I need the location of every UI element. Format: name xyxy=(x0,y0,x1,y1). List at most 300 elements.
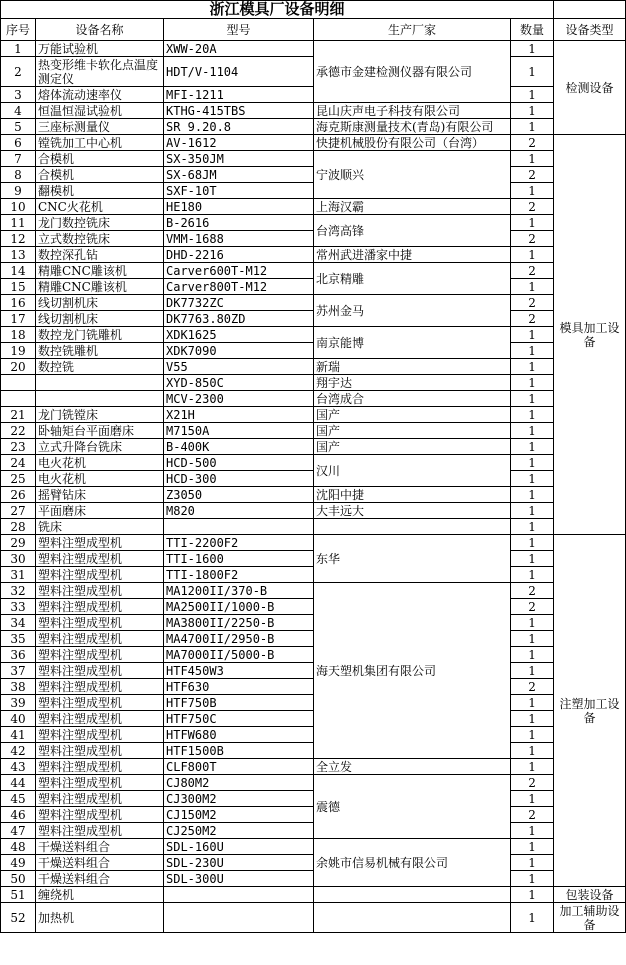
cell-qty: 1 xyxy=(511,103,554,119)
table-row xyxy=(1,247,626,263)
cell-type: 注塑加工设备 xyxy=(554,535,626,887)
table-row xyxy=(1,471,626,487)
cell-maker: 国产 xyxy=(314,439,511,455)
table-row xyxy=(1,41,626,57)
table-row xyxy=(1,647,626,663)
cell-no: 15 xyxy=(1,279,36,295)
cell-name: 缠绕机 xyxy=(36,887,164,903)
cell-name: 立式升降台铣床 xyxy=(36,439,164,455)
cell-name: 塑料注塑成型机 xyxy=(36,695,164,711)
cell-model: Carver600T-M12 xyxy=(164,263,314,279)
cell-name: 合模机 xyxy=(36,151,164,167)
cell-qty: 1 xyxy=(511,743,554,759)
cell-qty: 1 xyxy=(511,487,554,503)
page-title: 浙江模具厂设备明细 xyxy=(1,1,554,19)
cell-qty: 1 xyxy=(511,871,554,887)
cell-model: CJ80M2 xyxy=(164,775,314,791)
cell-qty: 1 xyxy=(511,647,554,663)
table-row xyxy=(1,903,626,933)
table-row xyxy=(1,727,626,743)
cell-name: 数控龙门铣雕机 xyxy=(36,327,164,343)
cell-name: 线切割机床 xyxy=(36,295,164,311)
cell-name: 镗铣加工中心机 xyxy=(36,135,164,151)
cell-model: B-400K xyxy=(164,439,314,455)
table-row xyxy=(1,135,626,151)
cell-model: MA7000II/5000-B xyxy=(164,647,314,663)
cell-qty: 2 xyxy=(511,599,554,615)
table-row xyxy=(1,263,626,279)
table-row xyxy=(1,503,626,519)
cell-model: HE180 xyxy=(164,199,314,215)
table-row xyxy=(1,663,626,679)
cell-no: 16 xyxy=(1,295,36,311)
table-row xyxy=(1,743,626,759)
cell-maker xyxy=(314,903,511,933)
cell-name: 塑料注塑成型机 xyxy=(36,807,164,823)
title-corner-cell xyxy=(554,1,626,19)
cell-model: DHD-2216 xyxy=(164,247,314,263)
table-row xyxy=(1,407,626,423)
cell-qty: 1 xyxy=(511,57,554,87)
header-row xyxy=(1,19,626,41)
cell-name: 电火花机 xyxy=(36,471,164,487)
col-header-model: 型号 xyxy=(164,19,314,41)
cell-no: 12 xyxy=(1,231,36,247)
cell-name: 立式数控铣床 xyxy=(36,231,164,247)
cell-qty: 1 xyxy=(511,41,554,57)
cell-name: 数控深孔钻 xyxy=(36,247,164,263)
cell-name: 合模机 xyxy=(36,167,164,183)
cell-no: 30 xyxy=(1,551,36,567)
cell-no: 42 xyxy=(1,743,36,759)
cell-qty: 1 xyxy=(511,215,554,231)
cell-model: HCD-500 xyxy=(164,455,314,471)
cell-model: XDK7090 xyxy=(164,343,314,359)
cell-maker: 汉川 xyxy=(314,455,511,487)
cell-model: MFI-1211 xyxy=(164,87,314,103)
cell-name: 恒温恒湿试验机 xyxy=(36,103,164,119)
cell-model: TTI-1600 xyxy=(164,551,314,567)
cell-qty: 1 xyxy=(511,503,554,519)
cell-name: 平面磨床 xyxy=(36,503,164,519)
cell-no: 38 xyxy=(1,679,36,695)
cell-name: 龙门数控铣床 xyxy=(36,215,164,231)
cell-model: MA3800II/2250-B xyxy=(164,615,314,631)
cell-qty: 2 xyxy=(511,199,554,215)
cell-name: 塑料注塑成型机 xyxy=(36,615,164,631)
cell-model: TTI-2200F2 xyxy=(164,535,314,551)
cell-model: SDL-160U xyxy=(164,839,314,855)
cell-qty: 1 xyxy=(511,631,554,647)
cell-name xyxy=(36,375,164,391)
cell-maker xyxy=(314,519,511,535)
cell-maker: 承德市金建检测仪器有限公司 xyxy=(314,41,511,103)
table-row xyxy=(1,583,626,599)
cell-qty: 1 xyxy=(511,183,554,199)
cell-qty: 1 xyxy=(511,519,554,535)
cell-name: 塑料注塑成型机 xyxy=(36,791,164,807)
table-row xyxy=(1,695,626,711)
cell-model: HTF750B xyxy=(164,695,314,711)
table-row xyxy=(1,807,626,823)
cell-name: 干燥送料组合 xyxy=(36,855,164,871)
cell-model: SX-350JM xyxy=(164,151,314,167)
cell-name: 塑料注塑成型机 xyxy=(36,775,164,791)
cell-model: SXF-10T xyxy=(164,183,314,199)
cell-no: 45 xyxy=(1,791,36,807)
cell-qty: 2 xyxy=(511,295,554,311)
cell-maker: 国产 xyxy=(314,407,511,423)
cell-no: 34 xyxy=(1,615,36,631)
cell-model xyxy=(164,519,314,535)
cell-name: 摇臂钻床 xyxy=(36,487,164,503)
cell-maker: 震德 xyxy=(314,775,511,839)
cell-name: 塑料注塑成型机 xyxy=(36,727,164,743)
table-row xyxy=(1,791,626,807)
cell-qty: 1 xyxy=(511,391,554,407)
cell-type: 模具加工设备 xyxy=(554,135,626,535)
cell-no: 50 xyxy=(1,871,36,887)
cell-model: CJ150M2 xyxy=(164,807,314,823)
cell-qty: 1 xyxy=(511,471,554,487)
cell-model: XWW-20A xyxy=(164,41,314,57)
cell-name: 加热机 xyxy=(36,903,164,933)
cell-model: M7150A xyxy=(164,423,314,439)
cell-qty: 1 xyxy=(511,663,554,679)
cell-model: CJ250M2 xyxy=(164,823,314,839)
cell-qty: 1 xyxy=(511,551,554,567)
cell-model: SX-68JM xyxy=(164,167,314,183)
table-row xyxy=(1,599,626,615)
cell-no: 28 xyxy=(1,519,36,535)
cell-no: 29 xyxy=(1,535,36,551)
table-row xyxy=(1,343,626,359)
cell-no: 2 xyxy=(1,57,36,87)
table-row xyxy=(1,615,626,631)
cell-qty: 1 xyxy=(511,375,554,391)
cell-maker: 海天塑机集团有限公司 xyxy=(314,583,511,759)
cell-no: 8 xyxy=(1,167,36,183)
table-row xyxy=(1,759,626,775)
table-row xyxy=(1,311,626,327)
cell-name: 塑料注塑成型机 xyxy=(36,823,164,839)
cell-type: 包装设备 xyxy=(554,887,626,903)
cell-qty: 1 xyxy=(511,119,554,135)
cell-name: 塑料注塑成型机 xyxy=(36,535,164,551)
cell-name: 铣床 xyxy=(36,519,164,535)
cell-name: 塑料注塑成型机 xyxy=(36,679,164,695)
cell-no: 35 xyxy=(1,631,36,647)
table-row xyxy=(1,551,626,567)
table-row xyxy=(1,519,626,535)
cell-name: 干燥送料组合 xyxy=(36,839,164,855)
cell-name: 塑料注塑成型机 xyxy=(36,567,164,583)
cell-no: 22 xyxy=(1,423,36,439)
cell-model: KTHG-415TBS xyxy=(164,103,314,119)
table-row xyxy=(1,279,626,295)
cell-no: 20 xyxy=(1,359,36,375)
cell-model: CLF800T xyxy=(164,759,314,775)
cell-name: 塑料注塑成型机 xyxy=(36,759,164,775)
table-row xyxy=(1,775,626,791)
cell-model: HCD-300 xyxy=(164,471,314,487)
table-row xyxy=(1,455,626,471)
col-header-type: 设备类型 xyxy=(554,19,626,41)
cell-model: HTF1500B xyxy=(164,743,314,759)
cell-no: 25 xyxy=(1,471,36,487)
cell-maker: 国产 xyxy=(314,423,511,439)
cell-model: MA4700II/2950-B xyxy=(164,631,314,647)
cell-qty: 2 xyxy=(511,775,554,791)
cell-qty: 1 xyxy=(511,407,554,423)
cell-name: 干燥送料组合 xyxy=(36,871,164,887)
table-row xyxy=(1,183,626,199)
cell-no: 36 xyxy=(1,647,36,663)
table-row xyxy=(1,823,626,839)
cell-qty: 1 xyxy=(511,791,554,807)
cell-maker: 宁波顺兴 xyxy=(314,151,511,199)
cell-no: 47 xyxy=(1,823,36,839)
cell-no: 52 xyxy=(1,903,36,933)
cell-type: 加工辅助设备 xyxy=(554,903,626,933)
cell-no: 27 xyxy=(1,503,36,519)
cell-qty: 1 xyxy=(511,151,554,167)
cell-maker: 昆山庆声电子科技有限公司 xyxy=(314,103,511,119)
cell-qty: 2 xyxy=(511,807,554,823)
cell-maker: 翔宇达 xyxy=(314,375,511,391)
cell-name: 三座标测量仪 xyxy=(36,119,164,135)
cell-no: 6 xyxy=(1,135,36,151)
cell-no: 5 xyxy=(1,119,36,135)
cell-maker: 海克斯康测量技术(青岛)有限公司 xyxy=(314,119,511,135)
cell-maker: 余姚市信易机械有限公司 xyxy=(314,839,511,887)
cell-model: TTI-1800F2 xyxy=(164,567,314,583)
cell-name xyxy=(36,391,164,407)
cell-qty: 2 xyxy=(511,167,554,183)
cell-name: 精雕CNC雕该机 xyxy=(36,263,164,279)
table-row xyxy=(1,423,626,439)
cell-qty: 1 xyxy=(511,359,554,375)
cell-qty: 1 xyxy=(511,455,554,471)
cell-name: 精雕CNC雕该机 xyxy=(36,279,164,295)
cell-name: 塑料注塑成型机 xyxy=(36,743,164,759)
cell-qty: 2 xyxy=(511,311,554,327)
cell-qty: 1 xyxy=(511,327,554,343)
col-header-maker: 生产厂家 xyxy=(314,19,511,41)
cell-maker: 新瑞 xyxy=(314,359,511,375)
cell-model: AV-1612 xyxy=(164,135,314,151)
cell-no: 31 xyxy=(1,567,36,583)
cell-no: 44 xyxy=(1,775,36,791)
col-header-qty: 数量 xyxy=(511,19,554,41)
cell-model: HTF630 xyxy=(164,679,314,695)
cell-name: 数控铣雕机 xyxy=(36,343,164,359)
cell-qty: 1 xyxy=(511,535,554,551)
cell-model: HTF450W3 xyxy=(164,663,314,679)
cell-qty: 1 xyxy=(511,423,554,439)
cell-qty: 1 xyxy=(511,343,554,359)
table-row xyxy=(1,57,626,87)
cell-name: 塑料注塑成型机 xyxy=(36,647,164,663)
cell-model: SR 9.20.8 xyxy=(164,119,314,135)
table-row xyxy=(1,439,626,455)
cell-no: 33 xyxy=(1,599,36,615)
cell-no xyxy=(1,375,36,391)
cell-model: VMM-1688 xyxy=(164,231,314,247)
cell-no: 37 xyxy=(1,663,36,679)
cell-no: 43 xyxy=(1,759,36,775)
cell-name: 电火花机 xyxy=(36,455,164,471)
cell-name: CNC火花机 xyxy=(36,199,164,215)
cell-qty: 1 xyxy=(511,695,554,711)
cell-model: DK7763.80ZD xyxy=(164,311,314,327)
cell-maker: 快捷机械股份有限公司（台湾） xyxy=(314,135,511,151)
cell-name: 数控铣 xyxy=(36,359,164,375)
cell-maker: 上海汉霸 xyxy=(314,199,511,215)
cell-qty: 1 xyxy=(511,279,554,295)
cell-qty: 1 xyxy=(511,887,554,903)
cell-name: 万能试验机 xyxy=(36,41,164,57)
cell-no: 39 xyxy=(1,695,36,711)
cell-model: HDT/V-1104 xyxy=(164,57,314,87)
cell-model: XYD-850C xyxy=(164,375,314,391)
table-row xyxy=(1,391,626,407)
table-row xyxy=(1,855,626,871)
table-row xyxy=(1,295,626,311)
cell-name: 塑料注塑成型机 xyxy=(36,663,164,679)
cell-qty: 2 xyxy=(511,135,554,151)
cell-maker: 南京能博 xyxy=(314,327,511,359)
cell-no: 49 xyxy=(1,855,36,871)
cell-qty: 1 xyxy=(511,839,554,855)
cell-model: HTF750C xyxy=(164,711,314,727)
cell-no: 14 xyxy=(1,263,36,279)
cell-model: M820 xyxy=(164,503,314,519)
cell-qty: 2 xyxy=(511,231,554,247)
table-row xyxy=(1,87,626,103)
cell-no: 10 xyxy=(1,199,36,215)
table-row xyxy=(1,375,626,391)
cell-model: SDL-300U xyxy=(164,871,314,887)
cell-no: 7 xyxy=(1,151,36,167)
cell-qty: 1 xyxy=(511,247,554,263)
cell-model: SDL-230U xyxy=(164,855,314,871)
table-row xyxy=(1,359,626,375)
cell-model: CJ300M2 xyxy=(164,791,314,807)
cell-model: Carver800T-M12 xyxy=(164,279,314,295)
cell-no: 11 xyxy=(1,215,36,231)
table-row xyxy=(1,679,626,695)
cell-qty: 1 xyxy=(511,727,554,743)
cell-name: 热变形维卡软化点温度测定仪 xyxy=(36,57,164,87)
cell-name: 卧轴矩台平面磨床 xyxy=(36,423,164,439)
cell-maker: 沈阳中捷 xyxy=(314,487,511,503)
cell-qty: 1 xyxy=(511,615,554,631)
cell-maker xyxy=(314,887,511,903)
cell-no: 13 xyxy=(1,247,36,263)
table-row xyxy=(1,631,626,647)
cell-model: MCV-2300 xyxy=(164,391,314,407)
cell-model: DK7732ZC xyxy=(164,295,314,311)
cell-name: 塑料注塑成型机 xyxy=(36,711,164,727)
cell-maker: 台湾高锋 xyxy=(314,215,511,247)
cell-model: X21H xyxy=(164,407,314,423)
cell-no: 18 xyxy=(1,327,36,343)
table-row xyxy=(1,487,626,503)
cell-model: HTFW680 xyxy=(164,727,314,743)
col-header-name: 设备名称 xyxy=(36,19,164,41)
cell-maker: 苏州金马 xyxy=(314,295,511,327)
cell-no: 46 xyxy=(1,807,36,823)
cell-qty: 1 xyxy=(511,87,554,103)
table-row xyxy=(1,199,626,215)
cell-model: XDK1625 xyxy=(164,327,314,343)
cell-qty: 1 xyxy=(511,759,554,775)
table-row xyxy=(1,535,626,551)
table-row xyxy=(1,103,626,119)
cell-no: 23 xyxy=(1,439,36,455)
cell-name: 塑料注塑成型机 xyxy=(36,583,164,599)
cell-model: Z3050 xyxy=(164,487,314,503)
cell-qty: 1 xyxy=(511,855,554,871)
cell-no: 21 xyxy=(1,407,36,423)
cell-name: 翻模机 xyxy=(36,183,164,199)
cell-qty: 2 xyxy=(511,263,554,279)
cell-no: 9 xyxy=(1,183,36,199)
cell-name: 龙门铣镗床 xyxy=(36,407,164,423)
cell-model: MA1200II/370-B xyxy=(164,583,314,599)
cell-qty: 2 xyxy=(511,679,554,695)
cell-maker: 东华 xyxy=(314,535,511,583)
title-row xyxy=(1,1,626,19)
cell-name: 塑料注塑成型机 xyxy=(36,551,164,567)
cell-qty: 1 xyxy=(511,823,554,839)
cell-qty: 2 xyxy=(511,583,554,599)
cell-maker: 北京精雕 xyxy=(314,263,511,295)
col-header-no: 序号 xyxy=(1,19,36,41)
cell-model: B-2616 xyxy=(164,215,314,231)
cell-model: V55 xyxy=(164,359,314,375)
cell-no: 40 xyxy=(1,711,36,727)
cell-name: 塑料注塑成型机 xyxy=(36,599,164,615)
table-row xyxy=(1,567,626,583)
table-row xyxy=(1,839,626,855)
cell-no: 51 xyxy=(1,887,36,903)
cell-name: 线切割机床 xyxy=(36,311,164,327)
table-row xyxy=(1,119,626,135)
cell-maker: 常州武进潘家中捷 xyxy=(314,247,511,263)
table-row xyxy=(1,151,626,167)
cell-model xyxy=(164,903,314,933)
cell-name: 熔体流动速率仪 xyxy=(36,87,164,103)
table-row xyxy=(1,887,626,903)
cell-no: 1 xyxy=(1,41,36,57)
cell-no: 24 xyxy=(1,455,36,471)
cell-no: 41 xyxy=(1,727,36,743)
cell-name: 塑料注塑成型机 xyxy=(36,631,164,647)
cell-no: 4 xyxy=(1,103,36,119)
cell-model: MA2500II/1000-B xyxy=(164,599,314,615)
table-row xyxy=(1,871,626,887)
cell-qty: 1 xyxy=(511,711,554,727)
cell-no: 32 xyxy=(1,583,36,599)
cell-type: 检测设备 xyxy=(554,41,626,135)
cell-no xyxy=(1,391,36,407)
cell-no: 26 xyxy=(1,487,36,503)
cell-no: 17 xyxy=(1,311,36,327)
cell-no: 3 xyxy=(1,87,36,103)
cell-qty: 1 xyxy=(511,567,554,583)
